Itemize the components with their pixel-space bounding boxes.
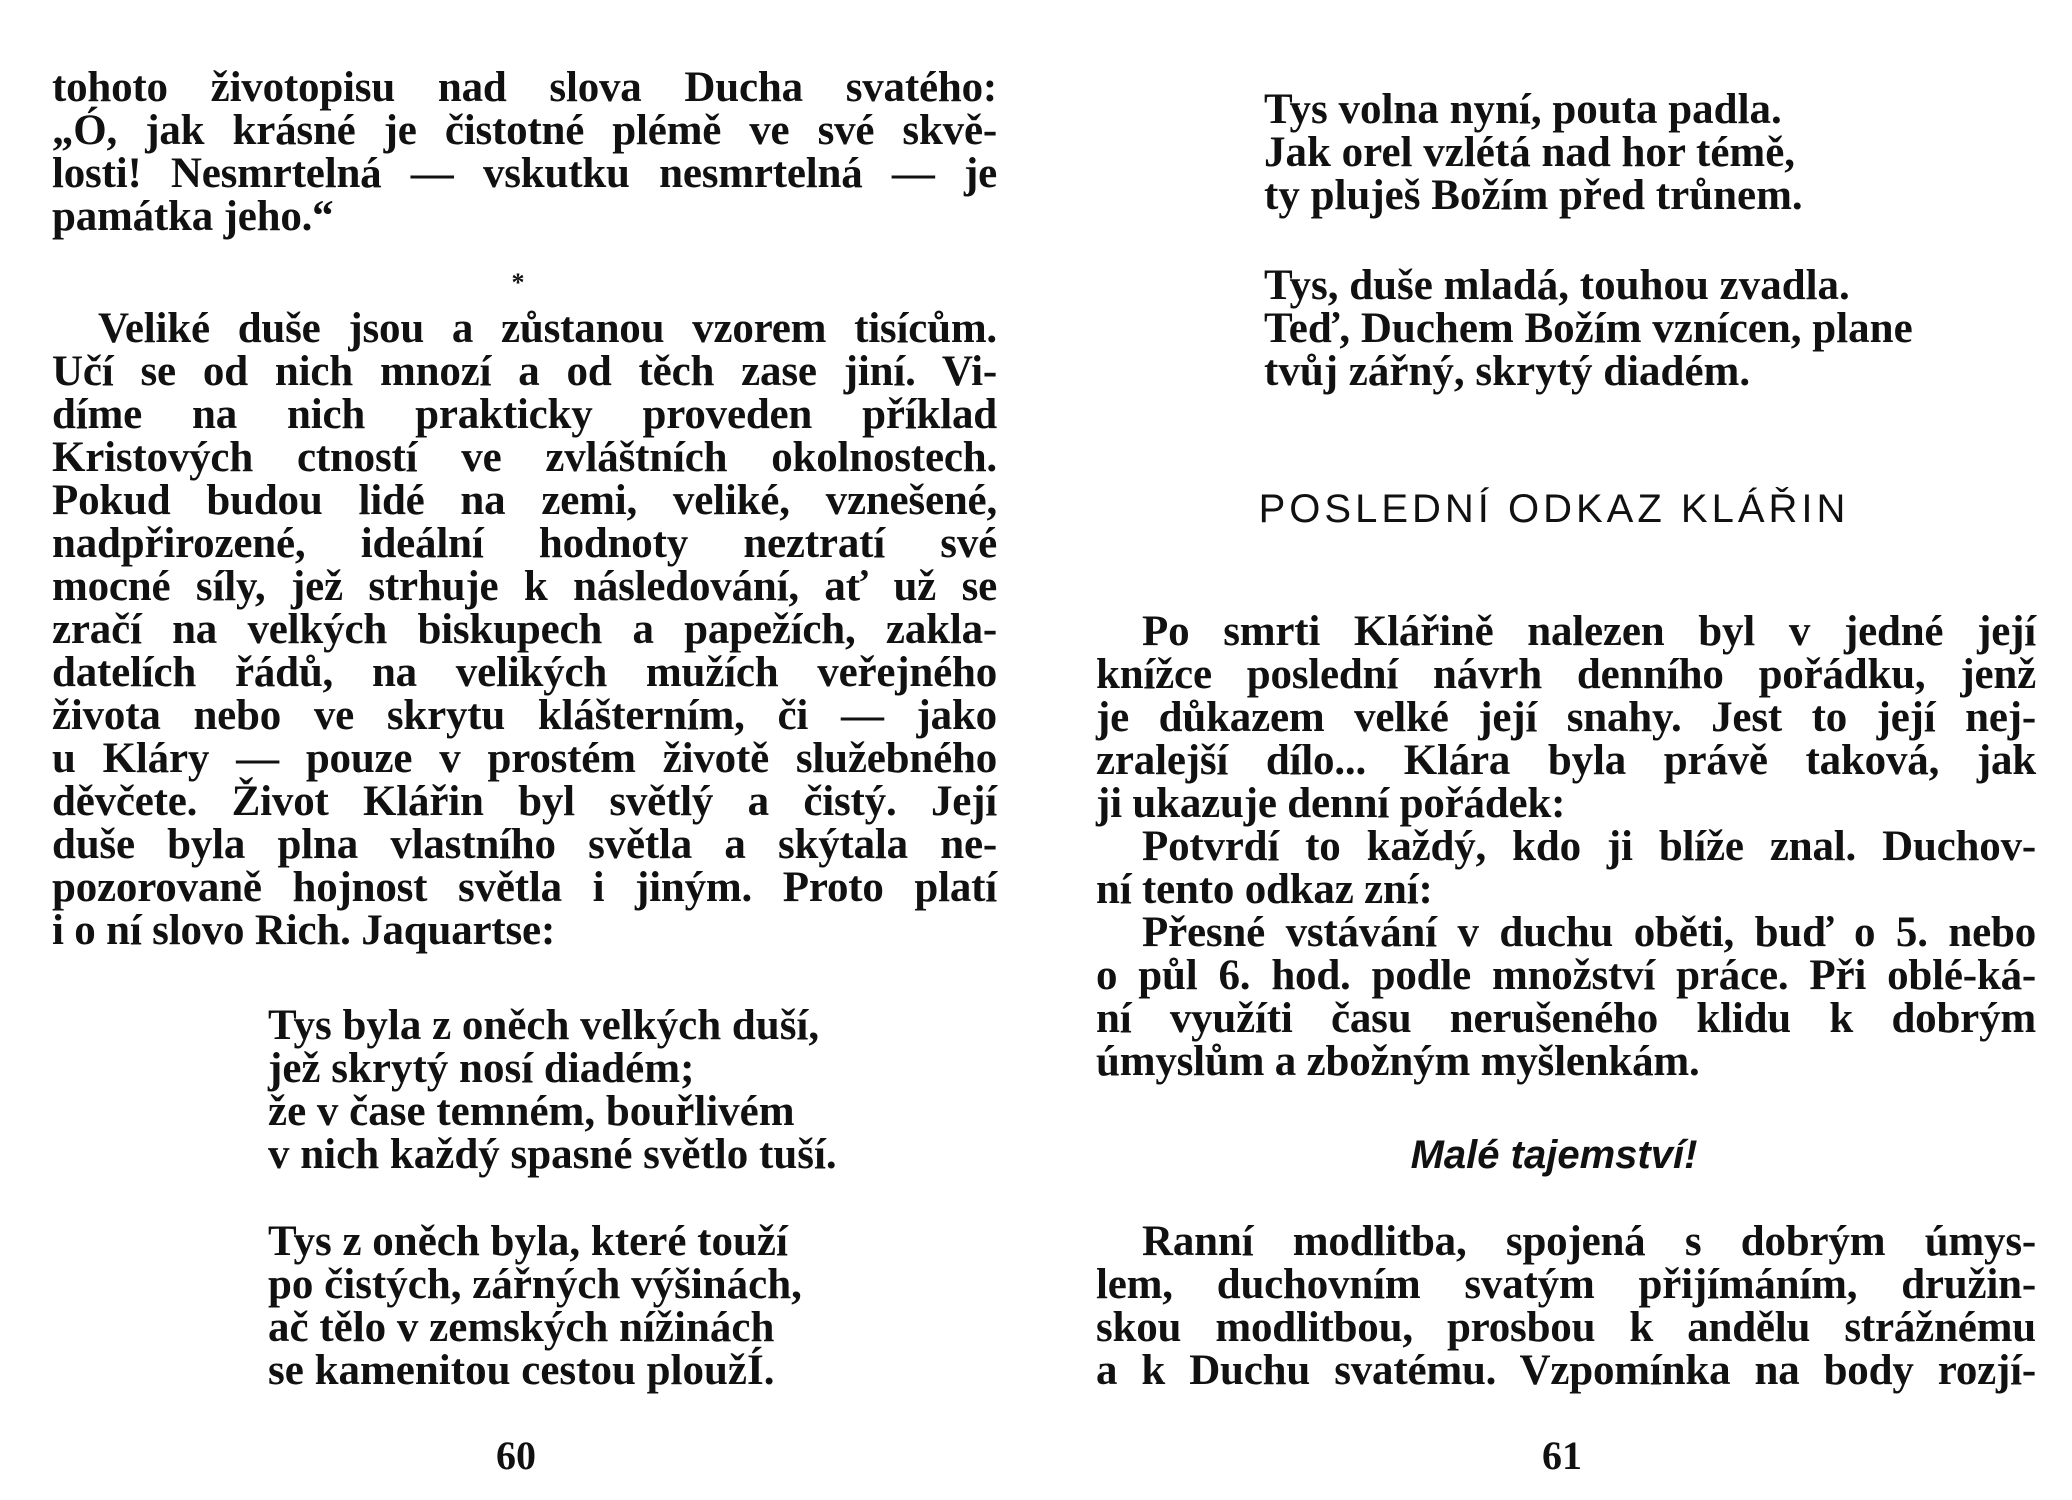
text-line: o půl 6. hod. podle množství práce. Při oblé-ká- — [1096, 952, 2036, 999]
text-line: Pokud budou lidé na zemi, veliké, vznešené, — [52, 477, 997, 524]
verse-line: ty pluješ Božím před trůnem. — [1264, 172, 1803, 219]
verse-line: Tys, duše mladá, touhou zvadla. — [1264, 262, 1850, 309]
text-line: ní využíti času nerušeného klidu k dobrým — [1096, 995, 2036, 1042]
text-line: „Ó, jak krásné je čistotné plémě ve své skvě- — [52, 107, 997, 154]
text-line: datelích řádů, na velikých mužích veřejného — [52, 649, 997, 696]
verse-line: po čistých, zářných výšinách, — [268, 1261, 802, 1308]
text-line: u Kláry — pouze v prostém životě služebného — [52, 735, 997, 782]
left-verse-2 — [268, 1220, 802, 1392]
text-line: památka jeho.“ — [52, 193, 334, 240]
left-paragraph-1 — [52, 66, 997, 238]
left-verse-1 — [268, 1004, 837, 1176]
page-number: 60 — [496, 1433, 536, 1478]
text-line: života nebo ve skrytu klášterním, či — jako — [52, 692, 997, 739]
text-line: tohoto životopisu nad slova Ducha svatého: — [52, 64, 997, 111]
text-line: a k Duchu svatému. Vzpomínka na body rozjí- — [1096, 1347, 2036, 1394]
text-line: Potvrdí to každý, kdo ji blíže znal. Duchov- — [1142, 823, 2036, 870]
section-separator: * — [511, 268, 525, 297]
verse-line: Tys z oněch byla, které touží — [268, 1218, 788, 1265]
verse-line: v nich každý spasné světlo tuší. — [268, 1131, 837, 1178]
right-paragraph-3 — [1096, 911, 2036, 1083]
text-line: duše byla plna vlastního světla a skýtala ne- — [52, 821, 997, 868]
verse-line: tvůj zářný, skrytý diadém. — [1264, 348, 1751, 395]
text-line: nadpřirozené, ideální hodnoty neztratí své — [52, 520, 997, 567]
text-line: Po smrti Klářině nalezen byl v jedné její — [1142, 608, 2036, 655]
text-line: Učí se od nich mnozí a od těch zase jiní. Vi- — [52, 348, 997, 395]
text-line: ní tento odkaz zní: — [1096, 866, 1433, 913]
text-line: je důkazem velké její snahy. Jest to její nej- — [1096, 694, 2036, 741]
right-page — [1036, 0, 2072, 1500]
text-line: Veliké duše jsou a zůstanou vzorem tisícům. — [98, 305, 997, 352]
text-line: Kristových ctností ve zvláštních okolnostech. — [52, 434, 997, 481]
text-line: losti! Nesmrtelná — vskutku nesmrtelná — je — [52, 150, 997, 197]
left-paragraph-2 — [52, 307, 997, 952]
verse-line: Tys volna nyní, pouta padla. — [1264, 86, 1782, 133]
text-line: zralejší dílo... Klára byla právě taková, jak — [1096, 737, 2036, 784]
text-line: skou modlitbou, prosbou k andělu strážnému — [1096, 1304, 2036, 1351]
verse-line: Tys byla z oněch velkých duší, — [268, 1002, 820, 1049]
right-paragraph-2 — [1096, 825, 2036, 911]
text-line: úmyslům a zbožným myšlenkám. — [1096, 1038, 1700, 1085]
subheading: Malé tajemství! — [1410, 1133, 1698, 1177]
verse-line: Jak orel vzlétá nad hor témě, — [1264, 129, 1796, 176]
verse-line: že v čase temném, bouřlivém — [268, 1088, 795, 1135]
verse-line: jež skrytý nosí diadém; — [268, 1045, 695, 1092]
verse-line: ač tělo v zemských nížinách — [268, 1304, 775, 1351]
text-line: děvčete. Život Klářin byl světlý a čistý. Její — [52, 778, 997, 825]
text-line: pozorovaně hojnost světla i jiným. Proto platí — [52, 864, 997, 911]
text-line: zračí na velkých biskupech a papežích, zakla- — [52, 606, 997, 653]
text-line: mocné síly, jež strhuje k následování, ať už se — [52, 563, 997, 610]
section-heading: POSLEDNÍ ODKAZ KLÁŘIN — [1258, 487, 1850, 531]
right-paragraph-4 — [1096, 1220, 2036, 1392]
verse-line: Teď, Duchem Božím vznícen, plane — [1264, 305, 1913, 352]
page-number: 61 — [1542, 1433, 1582, 1478]
verse-line: se kamenitou cestou ploužÍ. — [268, 1347, 775, 1394]
text-line: Ranní modlitba, spojená s dobrým úmys- — [1142, 1218, 2036, 1265]
right-verse-1 — [1264, 88, 1803, 217]
text-line: knížce poslední návrh denního pořádku, jenž — [1096, 651, 2036, 698]
text-line: lem, duchovním svatým přijímáním, družin- — [1096, 1261, 2036, 1308]
text-line: díme na nich prakticky proveden příklad — [52, 391, 997, 438]
right-verse-2 — [1264, 264, 1913, 393]
text-line: Přesné vstávání v duchu oběti, buď o 5. nebo — [1142, 909, 2036, 956]
text-line: i o ní slovo Rich. Jaquartse: — [52, 907, 556, 954]
right-paragraph-1 — [1096, 610, 2036, 825]
text-line: ji ukazuje denní pořádek: — [1096, 780, 1566, 827]
